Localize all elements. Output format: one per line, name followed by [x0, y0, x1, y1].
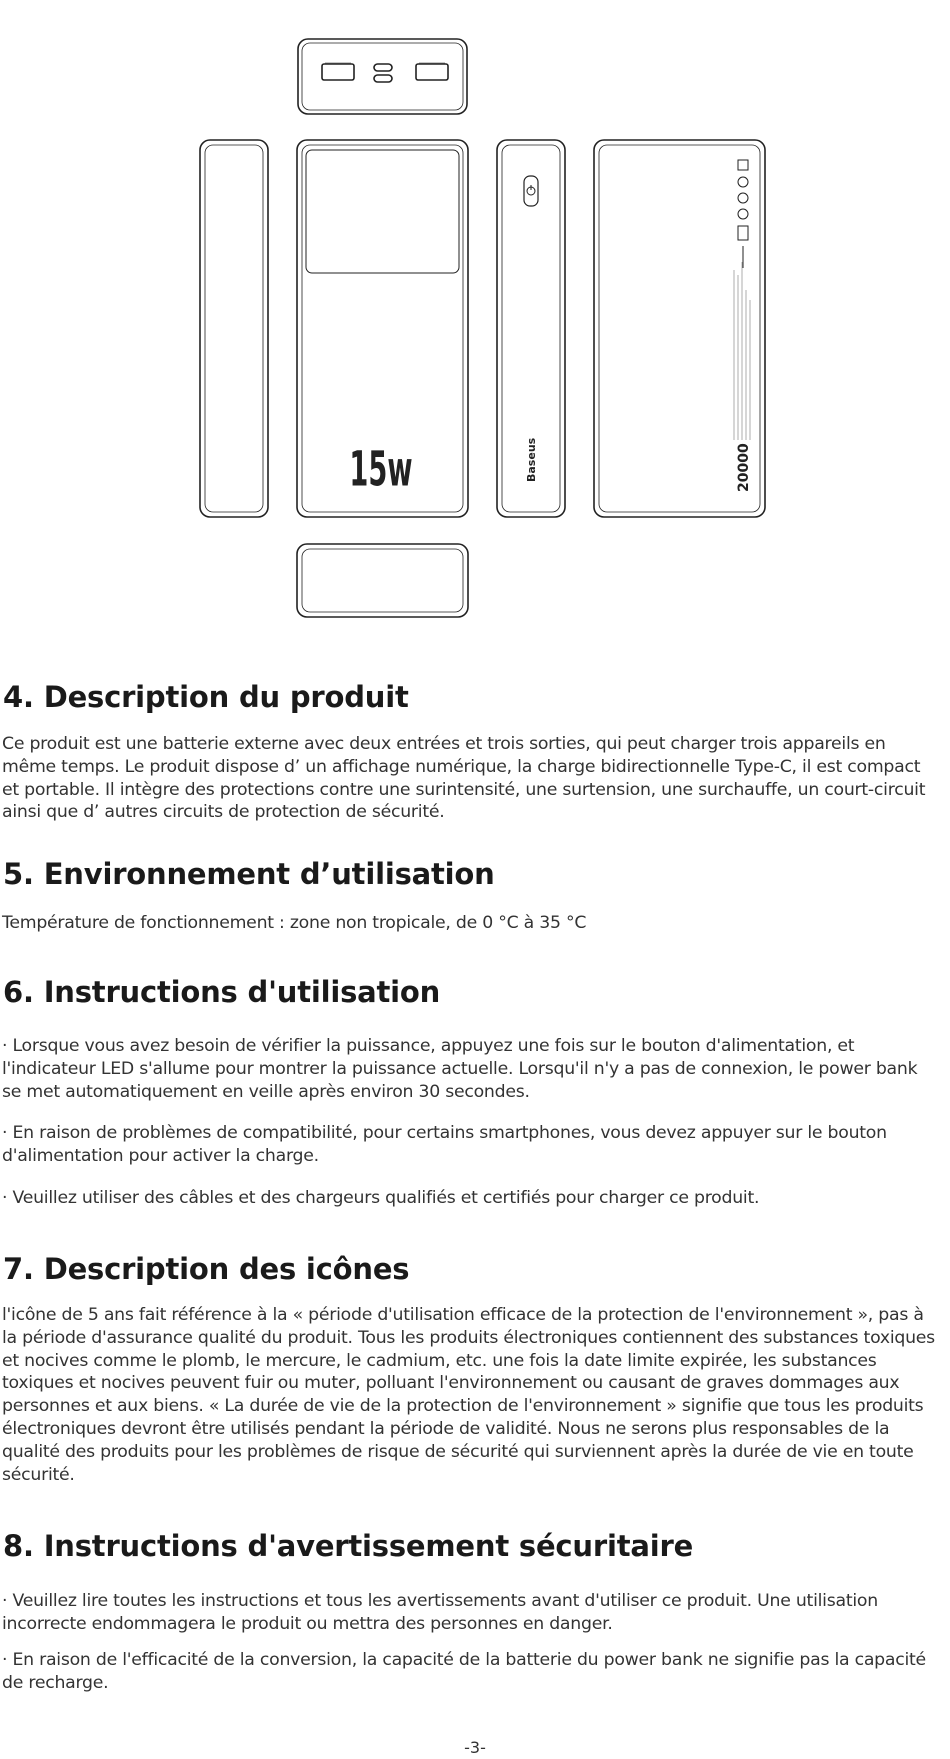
- usage-instruction-item: · En raison de problèmes de compatibilité, pour certains smartphones, vous devez appuyer sur le bouton d'alimentation pour activer la charge.: [2, 1123, 887, 1166]
- usage-environment-paragraph: Température de fonctionnement : zone non tropicale, de 0 °C à 35 °C: [2, 913, 587, 933]
- product-description-paragraph: Ce produit est une batterie externe avec deux entrées et trois sorties, qui peut charger trois appareils en même temps. Le produit dispose d’ un affichage numérique, la charge bidirectionnelle Type-C, il est compact et portable. Il intègre des protections contre une surintensité, une surtension, une surchauffe, un court-circuit ainsi que d’ autres circuits de protection de sécurité.: [2, 734, 926, 823]
- icon-description-paragraph: l'icône de 5 ans fait référence à la « période d'utilisation efficace de la protection de l'environnement », pas à la période d'assurance qualité du produit. Tous les produits électroniques contiennent des substances toxiques et nocives comme le plomb, le mercure, le cadmium, etc. une fois la date limite expirée, les substances toxiques et nocives peuvent fuir ou muter, polluant l'environnement ou causant de graves dommages aux personnes et aux biens. « La durée de vie de la protection de l'environnement » signifie que tous les produits électroniques devront être utilisés pendant la période de validité. Nous ne serons plus responsables de la qualité des produits pour les problèmes de risque de sécurité qui surviennent après la durée de vie en toute sécurité.: [2, 1305, 935, 1485]
- usb-c-port: [374, 64, 392, 71]
- capacity-label: 20000: [736, 443, 752, 492]
- fine-print: [734, 262, 750, 440]
- usage-instruction-item: · Lorsque vous avez besoin de vérifier la puissance, appuyez une fois sur le bouton d'alimentation, et l'indicateur LED s'allume pour montrer la puissance actuelle. Lorsqu'il n'y a pas de connexion, le power bank se met automatiquement en veille après environ 30 secondes.: [2, 1036, 918, 1102]
- power-icon: [527, 185, 535, 195]
- bottom-view: [297, 544, 468, 617]
- product-illustration: [0, 0, 950, 640]
- display-window: [306, 150, 459, 273]
- power-button: [524, 176, 538, 206]
- certification-marks: [738, 160, 748, 268]
- safety-warning-item: · En raison de l'efficacité de la conversion, la capacité de la batterie du power bank ne signifie pas la capacité de recharge.: [2, 1650, 926, 1693]
- usb-port-left: [322, 64, 354, 80]
- top-view: [298, 39, 467, 114]
- micro-usb-port: [374, 75, 392, 82]
- usage-instruction-item: · Veuillez utiliser des câbles et des chargeurs qualifiés et certifiés pour charger ce produit.: [2, 1188, 760, 1208]
- display-label: 15w: [349, 442, 413, 498]
- section-title-icon-description: 7. Description des icônes: [3, 1252, 410, 1286]
- safety-warning-item: · Veuillez lire toutes les instructions et tous les avertissements avant d'utiliser ce produit. Une utilisation incorrecte endommagera le produit ou mettra des personnes en danger.: [2, 1591, 878, 1634]
- usb-port-right: [416, 64, 448, 80]
- left-side-view: [200, 140, 268, 517]
- section-title-safety-warnings: 8. Instructions d'avertissement sécuritaire: [3, 1529, 694, 1563]
- section-title-usage-instructions: 6. Instructions d'utilisation: [3, 975, 441, 1009]
- page-number: -3-: [464, 1738, 486, 1757]
- brand-label: Baseus: [525, 437, 538, 482]
- section-title-usage-environment: 5. Environnement d’utilisation: [3, 857, 495, 891]
- section-title-product-description: 4. Description du produit: [3, 680, 409, 714]
